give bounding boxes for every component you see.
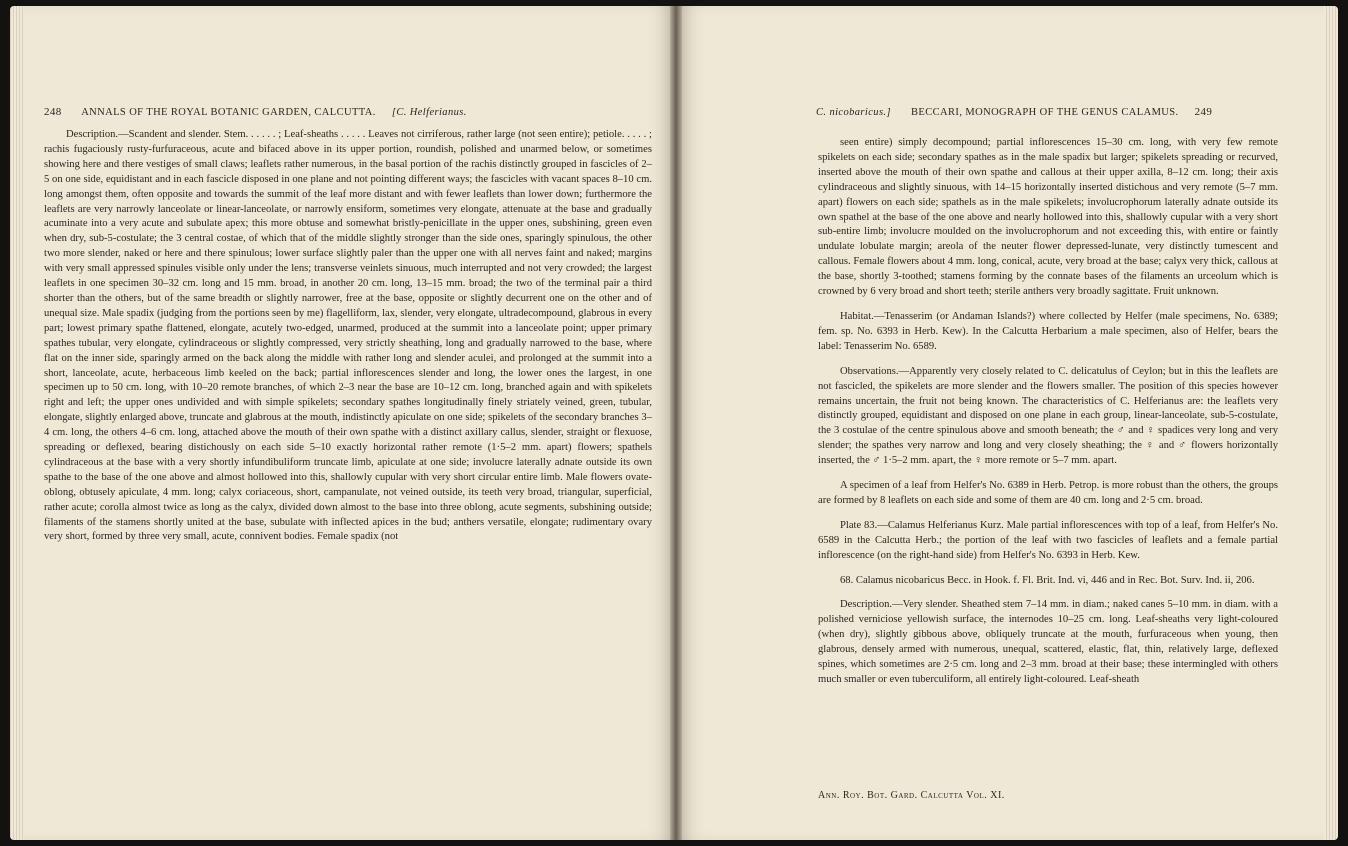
right-running-head	[816, 106, 1266, 118]
open-book	[10, 6, 1338, 840]
right-paragraph: A specimen of a leaf from Helfer's No. 6389 in Herb. Petrop. is more robust than the others, the groups are formed by 8 leaflets on each side and some of them are 40 cm. long and 2·5 cm. broad.	[818, 480, 1278, 506]
left-text-block	[44, 128, 652, 545]
left-paragraph: Description.—Scandent and slender. Stem. . . . . . ; Leaf-sheaths . . . . . Leaves not cirriferous, rather large (not seen entire); petiole. . . . . ; rachis fugaciously rusty-furfuraceous, acute and bifaced above in its upper portion, roundish, polished and unarmed below, or sometimes showing here and there vestiges of small claws; leaflets rather numerous, in the basal portion of the rachis distinctly grouped in fascicles of 2–5 on one side, equidistant and in each fascicle disposed in one plane and not pointing different ways; the fascicles with vacant spaces 8–10 cm. long amongst them, often opposite and towards the summit of the leaf more distant and with fewer leaflets than lower down; furthermore the leaflets are very narrowly lanceolate or linear-lanceolate, or narrowly ensiform, sometimes very elongate, attenuate at the base and gradually acuminate into a very acute and subulate apex; this more obtuse and somewhat bristly-penicillate in the upper ones, subshining, green even when dry, sub-5-costulate; the 3 central costae, of which that of the middle slightly stronger than the side ones, sparingly spinulous, the other two more slender, naked or here and there spinulous; lower surface slightly paler than the upper one with all nerves faint and naked; margins with very small appressed spinules visible only under the lens; transverse veinlets sinuous, much interrupted and not very crowded; the largest leaflets in one specimen 30–32 cm. long and 15 mm. broad, in another 20 cm. long, 13–15 mm. broad; the two of the terminal pair a third shorter than the others, but of the same breadth or slightly narrower, free at the base, opposite or slightly decurrent one on the other and of unequal size. Male spadix (judging from the portions seen by me) flagelliform, lax, slender, very elongate, ultradecompound, glabrous in every part; lowest primary spathe flattened, elongate, acutely two-edged, unarmed, produced at the summit into a lanceolate point; upper primary spathes tubular, very elongate, cylindraceous or slightly compressed, very strictly sheathing, long and gradually narrowed to the base, where flat on the inner side, sparingly armed on the back along the middle with rather long and slender aculei, and prolonged at the summit into a short, lanceolate, acute, herbaceous limb keeled on the back; partial inflorescences slender and long, the lower ones the largest, in one specimen up to 50 cm. long, with 10–20 remote branches, of which 2–3 near the base are 10–12 cm. long, branched again and with spikelets right and left; the upper ones undivided and with simple spikelets; secondary spathes longitudinally finely striately veined, green, tubular, elongate, slightly enlarged above, truncate and glabrous at the mouth, indistinctly apiculate on one side; spikelets of the secondary branches 3–4 cm. long, the others 4–6 cm. long, attached above the mouth of their own spathe with a distinct axillary callus, slender, straight or flexuose, spreading or deflexed, bearing distichously on each side 5–10 exactly horizontal rather remote (1·5–2 mm. apart) flowers; spathels cylindraceous at the base with a very shortly infundibuliform truncate limb, apiculate at one side; involucre laterally adnate outside its own spathe to the base of the one above and almost hollowed into this, shallowly cupular with very short circular entire limb. Male flowers ovate-oblong, obtusely apiculate, 4 mm. long; calyx coriaceous, short, campanulate, not veined outside, its teeth very broad, triangular, superficial, rather acute; corolla almost twice as long as the calyx, divided down almost to the base into three oblong, acute segments, subshining outside; filaments of the stamens shortly united at the base, subulate with inflected apices in the bud; anthers versatile, elongate; rudimentary ovary very short, formed by three very small, acute, connivent bodies. Female spadix (not	[44, 129, 652, 543]
left-page-number: 248	[44, 106, 62, 118]
left-page	[10, 6, 676, 840]
left-page-edges	[10, 6, 24, 840]
book-gutter	[670, 6, 682, 840]
right-page-edges	[1324, 6, 1338, 840]
right-page-footer: Ann. Roy. Bot. Gard. Calcutta Vol. XI.	[818, 790, 1005, 801]
right-paragraph: seen entire) simply decompound; partial inflorescences 15–30 cm. long, with very few remote spikelets on each side; secondary spathes as in the male spadix but larger; spikelets spreading or recurved, inserted above the mouth of their own spathe and callous at their upper axilla, 8–12 cm. long; their axis cylindraceous and slightly sinuous, with 14–15 horizontally inserted distichous and very remote (5–7 mm. apart) flowers on each side; spathels as in the male spikelets; involucrophorum laterally adnate outside its own spathel at the base of the one above and nearly hollowed into this, shallowly cupular with a very short sub-entire limb; involucre moulded on the involucrophorum and not exceeding this, with entire or faintly undulate lobulate margin; areola of the neuter flower depressed-lunate, very distinctly tumescent and callous. Female flowers about 4 mm. long, conical, acute, very broad at the base; calyx very thick, callous at the base, shortly 3-toothed; stamens forming by the connate bases of the filaments an urceolum which is crowned by 6 very broad and short teeth; sterile anthers very broadly sagittate. Fruit unknown.	[818, 137, 1278, 298]
left-running-species: [C. Helferianus.	[391, 107, 467, 118]
left-running-head	[44, 106, 652, 118]
right-page-number: 249	[1194, 106, 1213, 118]
right-paragraph: 68. Calamus nicobaricus Becc. in Hook. f. Fl. Brit. Ind. vi, 446 and in Rec. Bot. Surv. Ind. ii, 206.	[840, 574, 1255, 586]
right-paragraph: Plate 83.—Calamus Helferianus Kurz. Male partial inflorescences with top of a leaf, from Helfer's No. 6589 in the Calcutta Herb.; the portion of the leaf with two fascicles of leaflets and a female partial inflorescence (on the right-hand side) from Helfer's No. 6393 in Herb. Kew.	[818, 519, 1278, 561]
right-paragraph: Observations.—Apparently very closely related to C. delicatulus of Ceylon; but in this the leaflets are not fascicled, the spikelets are more slender and the flowers smaller. The position of this species however remains uncertain, the fruit not being known. The characteristics of C. Helferianus are: the leaflets very distinctly grouped, equidistant and disposed on one plane in each group, linear-lanceolate, sub-5-costulate, the 3 costulae of the centre spinulous above and smooth beneath; the ♂ and ♀ spadices very long and very slender; the spathes very narrow and long and very closely sheathing; the ♀ and ♂ flowers horizontally inserted, the ♂ 1·5–2 mm. apart, the ♀ more remote or 5–7 mm. apart.	[818, 365, 1278, 467]
right-page	[676, 6, 1338, 840]
left-running-title: ANNALS OF THE ROYAL BOTANIC GARDEN, CALCUTTA.	[81, 107, 376, 118]
right-running-species: C. nicobaricus.]	[816, 107, 891, 118]
right-running-title: BECCARI, MONOGRAPH OF THE GENUS CALAMUS.	[911, 107, 1179, 118]
right-paragraph: Habitat.—Tenasserim (or Andaman Islands?) where collected by Helfer (male specimens, No. 6389; fem. sp. No. 6393 in Herb. Kew). In the Calcutta Herbarium a male specimen, also of Helfer, bears the label: Tenasserim No. 6589.	[818, 310, 1278, 352]
right-text-block	[818, 136, 1278, 688]
right-paragraph: Description.—Very slender. Sheathed stem 7–14 mm. in diam.; naked canes 5–10 mm. in diam. with a polished verniciose yellowish surface, the internodes 10–25 cm. long. Leaf-sheaths very light-coloured (when dry), slightly gibbous above, obliquely truncate at the mouth, furfuraceous when young, then glabrous, densely armed with numerous, unequal, scattered, elastic, flat, thin, relatively large, deflexed spines, which sometimes are 2·5 cm. long and 2–3 mm. broad at their base; these intermingled with others much smaller or even tuberculiform, all entirely light-coloured. Leaf-sheath	[818, 599, 1278, 685]
